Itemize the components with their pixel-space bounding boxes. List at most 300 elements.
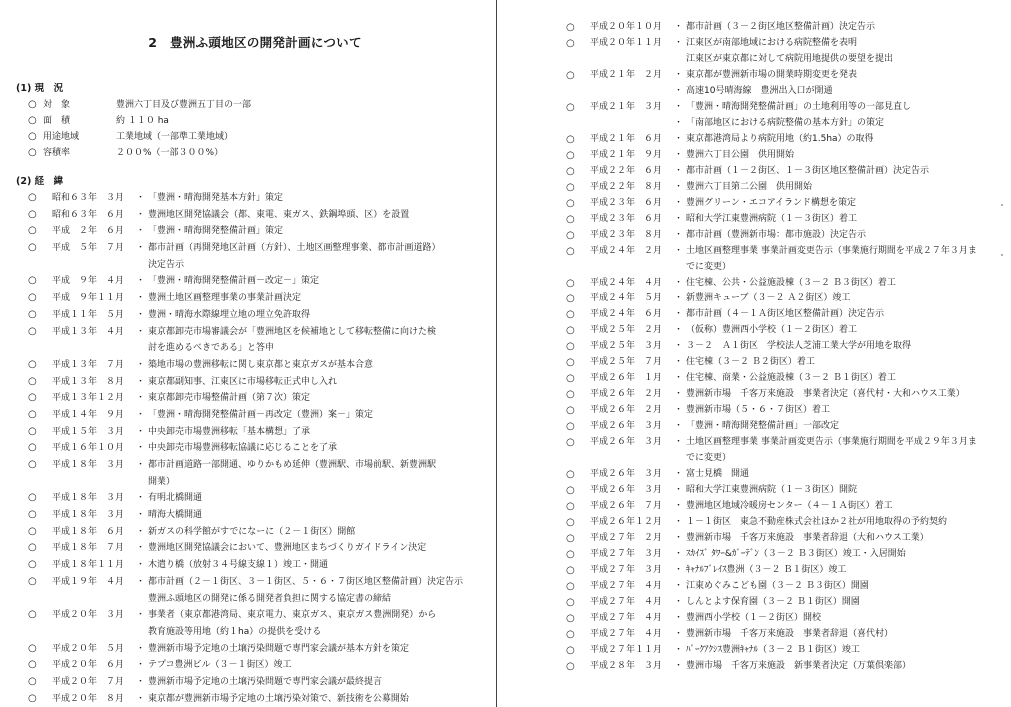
history-continuation — [16, 591, 486, 608]
entry-date: 平成２０年１１月 — [590, 37, 663, 48]
entry-text: 都市計画（２－１街区、３－１街区、５・６・７街区地区整備計画）決定告示 — [148, 576, 464, 587]
bullet-icon: ○ — [566, 133, 575, 145]
separator-dot: ・ — [674, 628, 684, 639]
entry-text: 豊洲ふ頭地区の開発に係る開発者負担に関する協定書の締結 — [148, 593, 392, 604]
entry-text: 都市計画（４－１Ａ街区地区整備計画）決定告示 — [686, 309, 885, 320]
history-entry — [16, 240, 486, 257]
entry-date: 昭和６３年 ６月 — [52, 209, 125, 220]
entry-date: 平成１８年１１月 — [52, 560, 125, 571]
entry-text: 土地区画整理事業 事業計画変更告示（事業施行期間を平成２９年３月ま — [686, 437, 977, 448]
entry-date: 平成２６年 ３月 — [590, 485, 663, 496]
history-entry — [566, 547, 1001, 563]
entry-date: 平成２７年 ４月 — [590, 596, 663, 607]
history-entry — [566, 228, 1001, 244]
entry-date: 平成２２年 ６月 — [590, 165, 663, 176]
entry-text: 晴海大橋開通 — [148, 510, 203, 521]
entry-text: 「豊洲・晴海開発整備計画」一部改定 — [686, 421, 840, 432]
bullet-icon: ○ — [28, 275, 37, 287]
separator-dot: ・ — [674, 37, 684, 48]
entry-text: 昭和大学江東豊洲病院（１－３街区）開院 — [686, 485, 858, 496]
entry-date: 平成２７年 ２月 — [590, 533, 663, 543]
entry-date: 平成２６年１２月 — [590, 517, 663, 528]
separator-dot: ・ — [136, 226, 146, 237]
history-entry — [566, 627, 1001, 643]
entry-text: 豊洲新市場 千客万来施設 事業者決定（喜代村・大和ハウス工業） — [686, 389, 965, 400]
entry-text: テプコ豊洲ビル（３－１街区）竣工 — [148, 660, 292, 671]
entry-text: 江東めぐみこども園（３－２ Ｂ３街区）開園 — [686, 580, 869, 591]
separator-dot: ・ — [136, 426, 146, 437]
bullet-icon: ○ — [566, 517, 575, 529]
history-entry — [16, 290, 486, 307]
entry-text: 豊洲土地区画整理事業の事業計画決定 — [148, 293, 302, 304]
history-entry — [16, 424, 486, 441]
bullet-icon: ○ — [28, 559, 37, 571]
history-entry — [566, 579, 1001, 595]
entry-text: （仮称）豊洲西小学校（１－２街区）着工 — [686, 325, 858, 336]
entry-date: 平成２６年 ３月 — [590, 469, 663, 480]
bullet-icon: ○ — [28, 131, 37, 142]
entry-text: 豊洲地区地域冷暖房センター（４－１Ａ街区）着工 — [686, 501, 893, 512]
entry-date: 平成２４年 ６月 — [590, 309, 663, 320]
bullet-icon: ○ — [28, 115, 37, 126]
margin-mark — [1001, 254, 1003, 256]
bullet-icon: ○ — [28, 308, 37, 320]
history-entry — [566, 164, 1001, 180]
separator-dot: ・ — [674, 485, 684, 496]
bullet-icon: ○ — [566, 548, 575, 560]
separator-dot: ・ — [674, 149, 684, 160]
separator-dot: ・ — [136, 510, 146, 521]
entry-text: 豊洲地区開発協議会（都、東電、東ガス、鉄鋼埠頭、区）を設置 — [148, 209, 410, 220]
entry-text: 都市計画（再開発地区計画（方針）、土地区画整理事業、都市計画道路） — [148, 243, 441, 254]
entry-text: 討を進めるべきである」と答申 — [148, 343, 275, 354]
entry-text: 東京都副知事、江東区に市場移転正式申し入れ — [148, 376, 338, 387]
entry-text: 都市計画（豊洲新市場：都市施設）決定告示 — [686, 229, 867, 240]
separator-dot: ・ — [136, 193, 146, 203]
bullet-icon: ○ — [28, 192, 37, 203]
separator-dot: ・ — [674, 309, 684, 320]
separator-dot: ・ — [674, 357, 684, 368]
entry-text: ｽｶｲｽﾞ ﾀﾜｰ&ｶﾞｰﾃﾞﾝ（３－２ Ｂ３街区）竣工・入居開始 — [686, 548, 906, 559]
history-heading: (2) 経 緯 — [16, 176, 64, 187]
bullet-icon: ○ — [566, 37, 575, 49]
entry-date: 平成１８年 ７月 — [52, 543, 125, 554]
entry-date: 平成２３年 ６月 — [590, 197, 663, 208]
entry-date: 平成１１年 ５月 — [52, 309, 125, 320]
history-continuation — [16, 257, 486, 274]
history-entry — [16, 657, 486, 674]
bullet-icon: ○ — [28, 492, 37, 504]
entry-text: 高速10号晴海線 豊洲出入口が開通 — [686, 85, 833, 96]
entry-text: 東京都卸売市場整備計画（第７次）策定 — [148, 393, 311, 404]
separator-dot: ・ — [674, 197, 684, 208]
overview-label: 対 象 — [43, 100, 71, 110]
entry-text: 都市計画（３－２街区地区整備計画）決定告示 — [686, 22, 876, 32]
entry-date: 平成１８年 ６月 — [52, 526, 125, 537]
history-entry — [566, 659, 1001, 675]
history-continuation — [16, 624, 486, 641]
bullet-icon: ○ — [28, 99, 37, 110]
history-entry — [16, 357, 486, 374]
bullet-icon: ○ — [28, 692, 37, 704]
separator-dot: ・ — [674, 165, 684, 176]
entry-text: 土地区画整理事業 事業計画変更告示（事業施行期間を平成２７年３月ま — [686, 245, 977, 256]
entry-text: 江東区が南部地域における病院整備を表明 — [686, 37, 858, 48]
history-entry — [16, 457, 486, 474]
entry-date: 平成２０年 ５月 — [52, 643, 125, 654]
entry-date: 平成２７年１１月 — [590, 644, 663, 655]
separator-dot: ・ — [674, 564, 684, 575]
bullet-icon: ○ — [28, 358, 37, 370]
entry-text: 豊洲六丁目第二公園 供用開始 — [686, 181, 813, 192]
history-entry — [566, 643, 1001, 659]
separator-dot: ・ — [674, 580, 684, 591]
entry-text: 開業） — [148, 476, 176, 487]
history-entry — [16, 524, 486, 541]
bullet-icon: ○ — [28, 642, 37, 654]
bullet-icon: ○ — [566, 22, 575, 33]
separator-dot: ・ — [136, 243, 146, 254]
entry-text: 事業者（東京都港湾局、東京電力、東京ガス、東京ガス豊洲開発）から — [148, 610, 437, 621]
separator-dot: ・ — [136, 560, 146, 571]
bullet-icon: ○ — [28, 609, 37, 621]
overview-list — [16, 97, 486, 161]
separator-dot: ・ — [674, 389, 684, 400]
entry-date: 平成２０年 ３月 — [52, 610, 125, 621]
entry-text: 「豊洲・晴海開発整備計画」策定 — [148, 226, 284, 237]
entry-text: ３－２ Ａ１街区 学校法人芝浦工業大学が用地を取得 — [686, 341, 912, 352]
entry-text: 教育施設等用地（約１ha）の提供を受ける — [148, 626, 322, 637]
history-entry — [16, 207, 486, 224]
entry-date: 平成２６年 ３月 — [590, 437, 663, 448]
separator-dot: ・ — [674, 421, 684, 432]
bullet-icon: ○ — [566, 101, 575, 113]
history-entry — [16, 390, 486, 407]
entry-date: 平成２６年 ２月 — [590, 405, 663, 416]
history-entry — [566, 307, 1001, 323]
bullet-icon: ○ — [28, 425, 37, 437]
entry-date: 平成１３年１２月 — [52, 393, 125, 404]
bullet-icon: ○ — [566, 421, 575, 433]
separator-dot: ・ — [674, 85, 684, 96]
right-column — [498, 0, 1011, 707]
bullet-icon: ○ — [566, 612, 575, 624]
history-entry — [16, 674, 486, 691]
entry-text: 豊洲地区開発協議会において、豊洲地区まちづくりガイドライン決定 — [148, 543, 427, 554]
entry-text: でに変更） — [686, 261, 732, 272]
entry-date: 平成１４年 ９月 — [52, 409, 125, 420]
history-entry — [566, 515, 1001, 531]
separator-dot: ・ — [674, 533, 684, 543]
separator-dot: ・ — [674, 373, 684, 384]
entry-date: 昭和６３年 ３月 — [52, 193, 125, 203]
bullet-icon: ○ — [28, 408, 37, 420]
entry-text: ｷｬﾅﾙﾌﾞﾚｲｽ豊洲（３－２ Ｂ１街区）竣工 — [686, 564, 847, 575]
entry-date: 平成２７年 ４月 — [590, 628, 663, 639]
separator-dot: ・ — [674, 437, 684, 448]
bullet-icon: ○ — [28, 325, 37, 337]
history-entry — [16, 507, 486, 524]
bullet-icon: ○ — [566, 309, 575, 321]
entry-date: 平成２０年 ８月 — [52, 693, 125, 704]
entry-text: 新ガスの科学館がすでになーに（２－１街区）開館 — [148, 526, 356, 537]
separator-dot: ・ — [674, 277, 684, 288]
separator-dot: ・ — [136, 443, 146, 454]
entry-text: 豊洲市場 千客万来施設 新事業者決定（万葉倶楽部） — [686, 660, 912, 671]
bullet-icon: ○ — [566, 469, 575, 481]
entry-text: ﾊﾟｰｸｱｸｼｽ豊洲ｷｬﾅﾙ（３－２ Ｂ１街区）竣工 — [686, 644, 860, 655]
entry-date: 平成２３年 ８月 — [590, 229, 663, 240]
entry-text: １－１街区 東急不動産株式会社ほか２社が用地取得の予約契約 — [686, 517, 948, 528]
history-entry — [566, 371, 1001, 387]
bullet-icon: ○ — [566, 197, 575, 209]
bullet-icon: ○ — [28, 225, 37, 237]
bullet-icon: ○ — [566, 293, 575, 305]
entry-date: 平成２８年 ３月 — [590, 660, 663, 671]
entry-date: 平成１３年 ８月 — [52, 376, 125, 387]
bullet-icon: ○ — [566, 357, 575, 369]
history-list-left — [16, 190, 486, 707]
entry-date: 平成２１年 ３月 — [590, 101, 663, 112]
entry-text: 「南部地区における病院整備の基本方針」の策定 — [686, 117, 885, 128]
bullet-icon: ○ — [566, 69, 575, 81]
page-title: 2 豊洲ふ頭地区の開発計画について — [148, 35, 362, 50]
bullet-icon: ○ — [566, 485, 575, 497]
entry-date: 平成 ５年 ７月 — [52, 243, 125, 254]
entry-text: 決定告示 — [148, 259, 185, 270]
bullet-icon: ○ — [566, 149, 575, 161]
history-entry — [566, 387, 1001, 403]
entry-text: 築地市場の豊洲移転に関し東京都と東京ガスが基本合意 — [148, 359, 374, 370]
separator-dot: ・ — [674, 405, 684, 416]
entry-text: 東京都が豊洲新市場予定地の土壌汚染対策で、新技術を公募開始 — [148, 693, 409, 704]
history-entry — [566, 339, 1001, 355]
bullet-icon: ○ — [566, 277, 575, 289]
history-entry — [566, 148, 1001, 164]
entry-text: 有明北橋開通 — [148, 493, 203, 504]
entry-date: 平成２１年 ９月 — [590, 149, 663, 160]
separator-dot: ・ — [674, 245, 684, 256]
entry-date: 平成２４年 ５月 — [590, 293, 663, 304]
entry-date: 平成１３年 ４月 — [52, 326, 125, 337]
entry-text: 豊洲新市場 千客万来施設 事業者辞退（大和ハウス工業） — [686, 533, 929, 543]
entry-text: 都市計画道路一部開通、ゆりかもめ延伸（豊洲駅、市場前駅、新豊洲駅 — [148, 460, 437, 470]
history-entry — [566, 403, 1001, 419]
separator-dot: ・ — [136, 376, 146, 387]
entry-date: 平成２７年 ３月 — [590, 548, 663, 559]
separator-dot: ・ — [136, 209, 146, 220]
history-entry — [16, 440, 486, 457]
bullet-icon: ○ — [28, 242, 37, 254]
separator-dot: ・ — [674, 213, 684, 224]
history-entry — [566, 595, 1001, 611]
entry-text: 「豊洲・晴海開発基本方針」策定 — [148, 193, 284, 203]
history-entry — [16, 574, 486, 591]
overview-label: 面 積 — [43, 116, 71, 126]
separator-dot: ・ — [136, 676, 146, 687]
bullet-icon: ○ — [566, 533, 575, 544]
entry-date: 平成２１年 ２月 — [590, 69, 663, 80]
entry-text: 住宅棟、商業・公益施設棟（３－２ Ｂ１街区）着工 — [686, 373, 896, 384]
overview-value: 約 １１０ ha — [116, 116, 169, 126]
separator-dot: ・ — [674, 117, 684, 128]
separator-dot: ・ — [674, 229, 684, 240]
separator-dot: ・ — [674, 101, 684, 112]
history-continuation — [566, 116, 1001, 132]
bullet-icon: ○ — [28, 509, 37, 521]
entry-text: 江東区が東京都に対して病院用地提供の要望を提出 — [686, 53, 894, 64]
separator-dot: ・ — [136, 543, 146, 554]
history-entry — [566, 419, 1001, 435]
separator-dot: ・ — [136, 276, 146, 287]
entry-date: 平成２４年 ２月 — [590, 245, 663, 256]
margin-mark — [1001, 204, 1003, 206]
separator-dot: ・ — [136, 610, 146, 621]
history-entry — [566, 68, 1001, 84]
entry-date: 平成２０年 ７月 — [52, 676, 125, 687]
overview-row — [16, 97, 486, 113]
overview-row — [16, 113, 486, 129]
history-entry — [16, 374, 486, 391]
entry-date: 平成２７年 ４月 — [590, 612, 663, 623]
history-entry — [16, 307, 486, 324]
bullet-icon: ○ — [566, 580, 575, 592]
entry-text: 昭和大学江東豊洲病院（１－３街区）着工 — [686, 213, 858, 224]
entry-text: 「豊洲・晴海開発整備計画－再改定（豊洲）案－」策定 — [148, 409, 374, 420]
separator-dot: ・ — [136, 460, 146, 470]
entry-date: 平成２３年 ６月 — [590, 213, 663, 224]
entry-text: しんとよす保育園（３－２ Ｂ１街区）開園 — [686, 596, 860, 607]
bullet-icon: ○ — [566, 501, 575, 513]
entry-date: 平成２４年 ４月 — [590, 277, 663, 288]
history-entry — [566, 435, 1001, 451]
entry-date: 平成２５年 ７月 — [590, 357, 663, 368]
separator-dot: ・ — [136, 293, 146, 304]
entry-date: 平成１５年 ３月 — [52, 426, 125, 437]
entry-text: 豊洲新市場（５・６・７街区）着工 — [686, 405, 831, 416]
bullet-icon: ○ — [28, 542, 37, 554]
entry-date: 平成２１年 ６月 — [590, 133, 663, 144]
history-continuation — [566, 52, 1001, 68]
bullet-icon: ○ — [28, 208, 37, 220]
entry-date: 平成１６年１０月 — [52, 443, 125, 454]
entry-date: 平成２６年 ７月 — [590, 501, 663, 512]
entry-text: 東京都港湾局より病院用地（約1.5ha）の取得 — [686, 133, 874, 144]
history-entry — [566, 244, 1001, 260]
separator-dot: ・ — [136, 660, 146, 671]
entry-text: 豊洲グリーン・エコアイランド構想を策定 — [686, 197, 857, 208]
history-entry — [566, 499, 1001, 515]
left-column — [0, 0, 496, 707]
separator-dot: ・ — [674, 644, 684, 655]
bullet-icon: ○ — [566, 628, 575, 640]
entry-text: 豊洲新市場予定地の土壌汚染問題で専門家会議が基本方針を策定 — [148, 643, 410, 654]
bullet-icon: ○ — [28, 525, 37, 537]
overview-label: 用途地域 — [43, 132, 80, 142]
entry-date: 平成１９年 ４月 — [52, 576, 125, 587]
separator-dot: ・ — [674, 596, 684, 607]
entry-date: 平成２０年 ６月 — [52, 660, 125, 671]
bullet-icon: ○ — [566, 644, 575, 656]
entry-text: 富士見橋 開通 — [686, 469, 750, 480]
entry-date: 平成１３年 ７月 — [52, 359, 125, 370]
separator-dot: ・ — [674, 341, 684, 352]
column-divider — [496, 0, 497, 707]
entry-text: 豊洲新市場予定地の土壌汚染問題で専門家会議が最終提言 — [148, 676, 383, 687]
history-entry — [16, 641, 486, 658]
bullet-icon: ○ — [566, 564, 575, 576]
entry-text: 都市計画（１－２街区、１－３街区地区整備計画）決定告示 — [686, 165, 930, 176]
history-entry — [566, 100, 1001, 116]
history-entry — [566, 611, 1001, 627]
entry-text: 豊洲西小学校（１－２街区）開校 — [686, 612, 822, 623]
separator-dot: ・ — [136, 359, 146, 370]
entry-date: 平成２６年 １月 — [590, 373, 663, 384]
history-entry — [566, 36, 1001, 52]
entry-text: 中央卸売市場豊洲移転協議に応じることを了承 — [148, 443, 338, 454]
overview-heading: (1) 現 況 — [16, 83, 64, 94]
entry-date: 平成１８年 ３月 — [52, 460, 125, 470]
overview-value: 豊洲六丁目及び豊洲五丁目の一部 — [116, 100, 252, 110]
bullet-icon: ○ — [566, 229, 575, 241]
entry-text: 「豊洲・晴海開発整備計画」の土地利用等の一部見直し — [686, 101, 912, 112]
entry-date: 平成２７年 ４月 — [590, 580, 663, 591]
entry-text: 豊洲・晴海水際線埋立地の埋立免許取得 — [148, 309, 311, 320]
bullet-icon: ○ — [566, 341, 575, 353]
history-continuation — [566, 260, 1001, 276]
history-entry — [16, 540, 486, 557]
separator-dot: ・ — [674, 612, 684, 623]
bullet-icon: ○ — [566, 389, 575, 401]
entry-text: でに変更） — [686, 453, 732, 464]
history-entry — [16, 607, 486, 624]
bullet-icon: ○ — [566, 325, 575, 337]
entry-text: 豊洲六丁目公園 供用開始 — [686, 149, 795, 160]
entry-date: 平成 ９年 ４月 — [52, 276, 125, 287]
history-continuation — [566, 84, 1001, 100]
bullet-icon: ○ — [566, 373, 575, 385]
bullet-icon: ○ — [28, 147, 37, 158]
separator-dot: ・ — [674, 22, 684, 32]
separator-dot: ・ — [674, 517, 684, 528]
history-entry — [566, 483, 1001, 499]
history-continuation — [16, 340, 486, 357]
bullet-icon: ○ — [566, 596, 575, 608]
entry-date: 平成２０年１０月 — [590, 22, 663, 32]
entry-text: 中央卸売市場豊洲移転「基本構想」了承 — [148, 426, 311, 437]
separator-dot: ・ — [674, 501, 684, 512]
history-entry — [16, 490, 486, 507]
bullet-icon: ○ — [566, 660, 575, 672]
history-entry — [566, 20, 1001, 36]
separator-dot: ・ — [674, 325, 684, 336]
entry-date: 平成 ９年１１月 — [52, 293, 125, 304]
bullet-icon: ○ — [566, 405, 575, 417]
history-entry — [566, 291, 1001, 307]
history-entry — [16, 190, 486, 207]
bullet-icon: ○ — [566, 437, 575, 449]
history-continuation — [566, 451, 1001, 467]
overview-value: 工業地域（一部準工業地域） — [116, 132, 234, 142]
bullet-icon: ○ — [28, 392, 37, 404]
entry-text: 豊洲新市場 千客万来施設 事業者辞退（喜代村） — [686, 628, 894, 639]
separator-dot: ・ — [674, 469, 684, 480]
overview-row — [16, 145, 486, 161]
entry-text: 東京都が豊洲新市場の開業時期変更を発表 — [686, 69, 858, 80]
overview-label: 容積率 — [43, 148, 71, 158]
history-entry — [566, 212, 1001, 228]
entry-date: 平成２２年 ８月 — [590, 181, 663, 192]
